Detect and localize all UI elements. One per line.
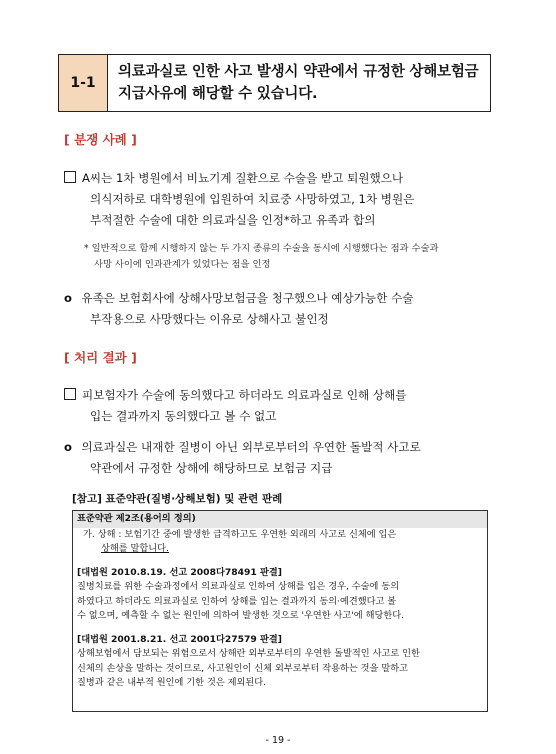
result-bullet bbox=[64, 437, 494, 479]
case1-line3: 수 없으며, 예측할 수 없는 원인에 의하여 발생한 것으로 '우연한 사고'에 해당한다. bbox=[77, 610, 405, 621]
checkbox-square-icon bbox=[64, 171, 76, 183]
dispute-paragraph bbox=[64, 168, 494, 231]
dispute-bullet-line1: 유족은 보험회사에 상해사망보험금을 청구했으나 예상가능한 수술 bbox=[81, 291, 414, 305]
clause-line1: 가. 상해 : 보험기간 중에 발생한 급격하고도 우연한 외래의 사고로 신체에 입은 bbox=[83, 528, 397, 540]
case1-title: [대법원 2010.8.19. 선고 2008다78491 판결] bbox=[77, 566, 282, 578]
footnote-line1: * 일반적으로 함께 시행하지 않는 두 가지 종류의 수술을 동시에 시행했다는 점과 수술과 bbox=[84, 243, 439, 254]
dispute-line2: 의식저하로 대학병원에 입원하여 치료중 사망하였고, 1차 병원은 bbox=[90, 192, 415, 206]
result-line1: 피보험자가 수술에 동의했다고 하더라도 의료과실로 인해 상해를 bbox=[82, 388, 407, 402]
page-number: - 19 - bbox=[265, 735, 291, 746]
case2-title: [대법원 2001.8.21. 선고 2001다27579 판결] bbox=[77, 633, 282, 645]
topic-title bbox=[108, 55, 490, 111]
reference-heading: [참고] 표준약관(질병·상해보험) 및 관련 판례 bbox=[72, 493, 283, 505]
case2-line2: 신체의 손상을 말하는 것이므로, 사고원인이 신체 외부로부터 작용하는 것을 말하고 bbox=[77, 662, 408, 674]
reference-box bbox=[72, 510, 488, 712]
case1-line2: 하였다고 하더라도 의료과실로 인하여 상해를 입는 결과까지 동의·예견했다고 볼 bbox=[77, 595, 397, 607]
result-paragraph bbox=[64, 385, 494, 427]
result-line2: 입는 결과까지 동의했다고 볼 수 없고 bbox=[90, 409, 277, 423]
case2-line3: 질병과 같은 내부적 원인에 기한 것은 제외된다. bbox=[77, 677, 267, 688]
clause-line2: 상해를 말합니다. bbox=[101, 543, 169, 554]
topic-title-line1: 의료과실로 인한 사고 발생시 약관에서 규정한 상해보험금 bbox=[118, 64, 479, 80]
result-bullet-line1: 의료과실은 내재한 질병이 아닌 외부로부터의 우연한 돌발적 사고로 bbox=[81, 440, 421, 454]
dispute-line3: 부적절한 수술에 대한 의료과실을 인정*하고 유족과 합의 bbox=[90, 213, 376, 227]
circle-bullet-icon: o bbox=[64, 440, 72, 454]
case2-line1: 상해보험에서 담보되는 위험으로서 상해란 외부로부터의 우연한 돌발적인 사고로 인한 bbox=[77, 648, 420, 659]
result-bullet-line2: 약관에서 규정한 상해에 해당하므로 보험금 지급 bbox=[90, 461, 333, 475]
reference-box-title: 표준약관 제2조(용어의 정의) bbox=[73, 511, 487, 528]
dispute-line1: A씨는 1차 병원에서 비뇨기계 질환으로 수술을 받고 퇴원했으나 bbox=[82, 171, 404, 185]
circle-bullet-icon: o bbox=[64, 291, 72, 305]
dispute-bullet-line2: 부작용으로 사망했다는 이유로 상해사고 불인정 bbox=[90, 312, 329, 326]
topic-number: 1-1 bbox=[59, 55, 108, 111]
dispute-footnote bbox=[84, 241, 494, 273]
section-result-heading: [ 처리 결과 ] bbox=[64, 350, 137, 365]
footnote-line2: 사망 사이에 인과관계가 있었다는 점을 인정 bbox=[94, 259, 271, 270]
dispute-bullet bbox=[64, 288, 494, 330]
topic-title-line2: 지급사유에 해당할 수 있습니다. bbox=[118, 86, 318, 102]
topic-header bbox=[58, 54, 491, 112]
case1-line1: 질병치료를 위한 수술과정에서 의료과실로 인하여 상해를 입은 경우, 수술에 동의 bbox=[77, 581, 400, 592]
section-dispute-heading: [ 분쟁 사례 ] bbox=[64, 132, 137, 147]
checkbox-square-icon bbox=[64, 388, 76, 400]
